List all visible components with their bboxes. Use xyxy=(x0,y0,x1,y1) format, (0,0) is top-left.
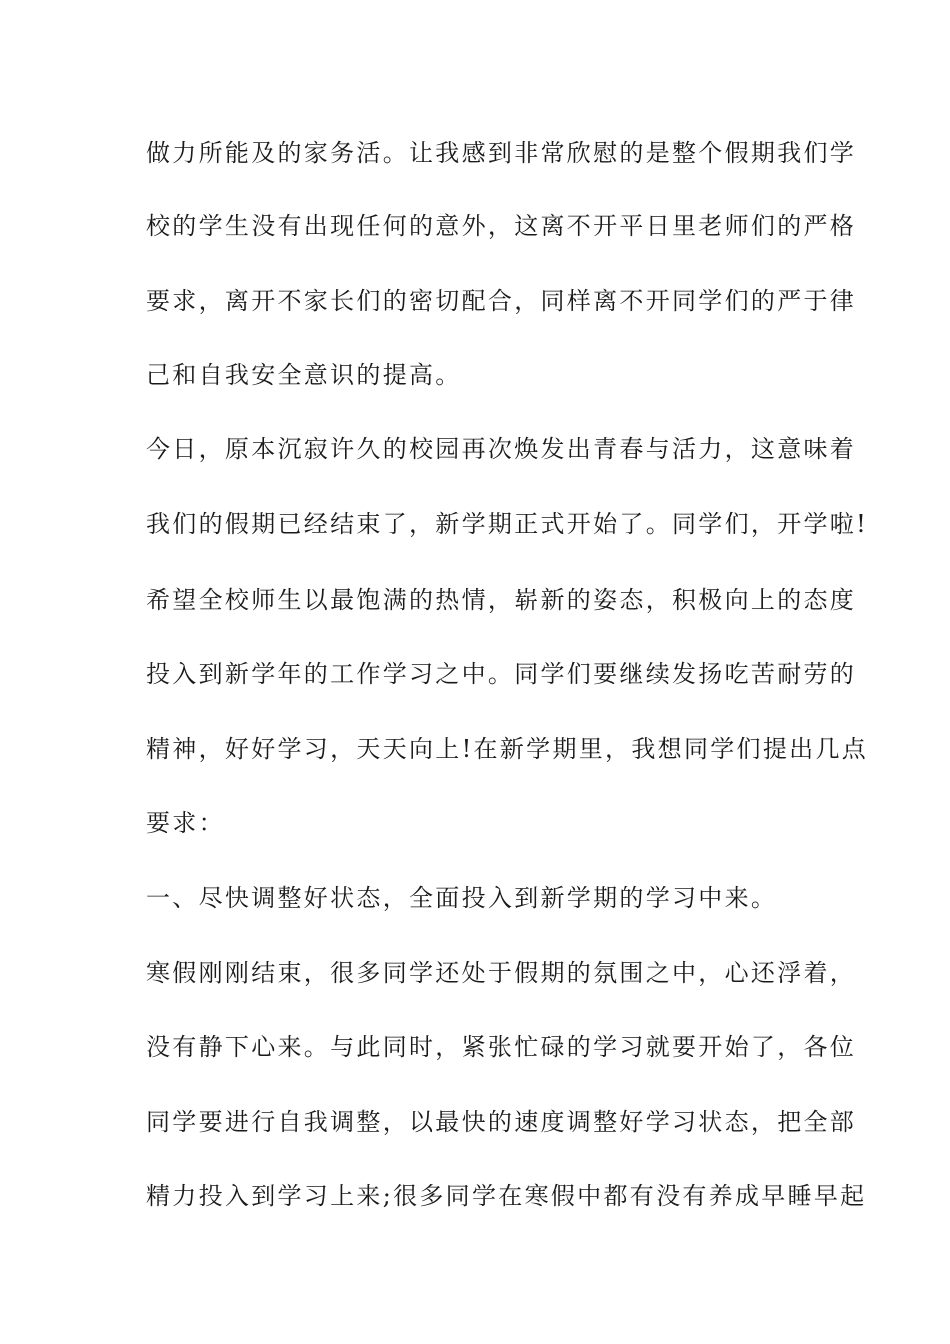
text-line: 希望全校师生以最饱满的热情，崭新的姿态，积极向上的态度 xyxy=(146,586,857,614)
text-line: 投入到新学年的工作学习之中。同学们要继续发扬吃苦耐劳的 xyxy=(146,660,857,688)
text-line: 精力投入到学习上来;很多同学在寒假中都有没有养成早睡早起 xyxy=(146,1182,867,1210)
text-line: 精神，好好学习，天天向上!在新学期里，我想同学们提出几点 xyxy=(146,735,869,763)
text-line: 我们的假期已经结束了，新学期正式开始了。同学们，开学啦! xyxy=(146,510,869,538)
text-line: 要求，离开不家长们的密切配合，同样离不开同学们的严于律 xyxy=(146,287,857,315)
text-line: 要求： xyxy=(146,809,225,837)
section-heading: 一、尽快调整好状态，全面投入到新学期的学习中来。 xyxy=(146,884,778,912)
text-line: 没有静下心来。与此同时，紧张忙碌的学习就要开始了，各位 xyxy=(146,1033,857,1061)
text-line: 校的学生没有出现任何的意外，这离不开平日里老师们的严格 xyxy=(146,212,857,240)
text-line: 同学要进行自我调整，以最快的速度调整好学习状态，把全部 xyxy=(146,1108,857,1136)
text-line: 今日，原本沉寂许久的校园再次焕发出青春与活力，这意味着 xyxy=(146,435,857,463)
text-line: 做力所能及的家务活。让我感到非常欣慰的是整个假期我们学 xyxy=(146,139,857,167)
text-line: 寒假刚刚结束，很多同学还处于假期的氛围之中，心还浮着， xyxy=(146,959,857,987)
text-line: 己和自我安全意识的提高。 xyxy=(146,361,462,389)
